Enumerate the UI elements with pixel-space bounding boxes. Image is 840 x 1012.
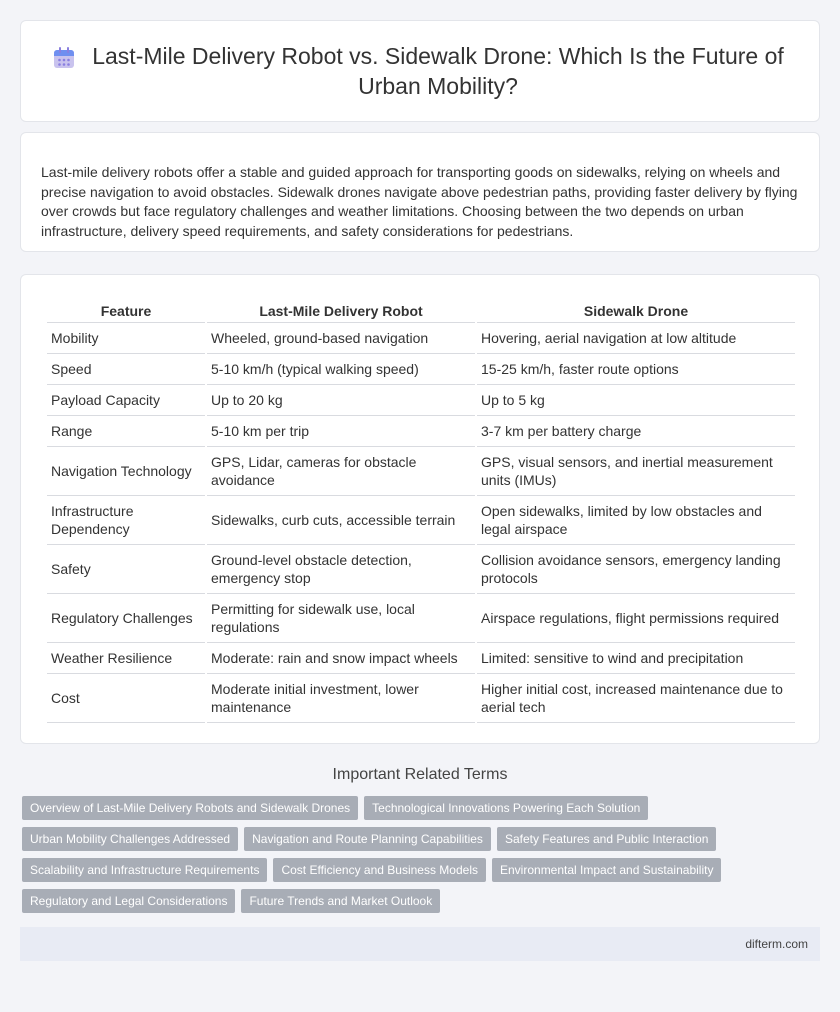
comparison-card bbox=[20, 274, 820, 744]
table-row bbox=[47, 385, 795, 416]
feature-cell: Cost bbox=[47, 674, 205, 723]
table-header-row bbox=[47, 297, 795, 323]
related-tag[interactable]: Future Trends and Market Outlook bbox=[241, 889, 440, 913]
robot-cell: GPS, Lidar, cameras for obstacle avoidance bbox=[207, 447, 475, 496]
related-tag[interactable]: Cost Efficiency and Business Models bbox=[273, 858, 486, 882]
robot-cell: 5-10 km/h (typical walking speed) bbox=[207, 354, 475, 385]
table-row bbox=[47, 447, 795, 496]
drone-cell: 3-7 km per battery charge bbox=[477, 416, 795, 447]
robot-cell: Up to 20 kg bbox=[207, 385, 475, 416]
page-header bbox=[20, 20, 820, 122]
related-terms-title: Important Related Terms bbox=[332, 766, 508, 783]
table-row bbox=[47, 674, 795, 723]
drone-cell: Up to 5 kg bbox=[477, 385, 795, 416]
robot-cell: Permitting for sidewalk use, local regulations bbox=[207, 594, 475, 643]
intro-text: Last-mile delivery robots offer a stable and guided approach for transporting goods on sidewalks, relying on wheels and precise navigation to avoid obstacles. Sidewalk drones navigate above pedestrian paths, providing faster delivery by flying over crowds but face regulatory challenges and weather limitations. Choosing between the two depends on urban infrastructure, delivery speed requirements, and safety considerations for pedestrians. bbox=[41, 164, 798, 239]
table-row bbox=[47, 643, 795, 674]
table-row bbox=[47, 594, 795, 643]
related-tag[interactable]: Technological Innovations Powering Each Solution bbox=[364, 796, 648, 820]
related-terms-section bbox=[0, 766, 840, 913]
feature-cell: Safety bbox=[47, 545, 205, 594]
comparison-table bbox=[45, 297, 797, 723]
drone-cell: Hovering, aerial navigation at low altitude bbox=[477, 323, 795, 354]
feature-cell: Regulatory Challenges bbox=[47, 594, 205, 643]
header-cell: Feature bbox=[47, 297, 205, 323]
drone-cell: Collision avoidance sensors, emergency landing protocols bbox=[477, 545, 795, 594]
drone-cell: Airspace regulations, flight permissions required bbox=[477, 594, 795, 643]
footer-site-link[interactable]: difterm.com bbox=[745, 937, 808, 951]
header-cell: Last-Mile Delivery Robot bbox=[207, 297, 475, 323]
robot-cell: Ground-level obstacle detection, emergency stop bbox=[207, 545, 475, 594]
related-tag[interactable]: Safety Features and Public Interaction bbox=[497, 827, 716, 851]
related-tag[interactable]: Overview of Last-Mile Delivery Robots and Sidewalk Drones bbox=[22, 796, 358, 820]
robot-cell: Moderate: rain and snow impact wheels bbox=[207, 643, 475, 674]
feature-cell: Mobility bbox=[47, 323, 205, 354]
related-tag[interactable]: Environmental Impact and Sustainability bbox=[492, 858, 721, 882]
table-row bbox=[47, 323, 795, 354]
robot-cell: Sidewalks, curb cuts, accessible terrain bbox=[207, 496, 475, 545]
drone-cell: GPS, visual sensors, and inertial measurement units (IMUs) bbox=[477, 447, 795, 496]
related-tag[interactable]: Urban Mobility Challenges Addressed bbox=[22, 827, 238, 851]
related-tags bbox=[0, 796, 840, 913]
table-row bbox=[47, 354, 795, 385]
robot-cell: Moderate initial investment, lower maintenance bbox=[207, 674, 475, 723]
drone-cell: Limited: sensitive to wind and precipitation bbox=[477, 643, 795, 674]
page-footer bbox=[20, 927, 820, 961]
related-tag[interactable]: Navigation and Route Planning Capabilities bbox=[244, 827, 491, 851]
robot-cell: 5-10 km per trip bbox=[207, 416, 475, 447]
feature-cell: Range bbox=[47, 416, 205, 447]
table-row bbox=[47, 496, 795, 545]
related-tag[interactable]: Regulatory and Legal Considerations bbox=[22, 889, 235, 913]
table-row bbox=[47, 545, 795, 594]
feature-cell: Payload Capacity bbox=[47, 385, 205, 416]
feature-cell: Speed bbox=[47, 354, 205, 385]
drone-cell: 15-25 km/h, faster route options bbox=[477, 354, 795, 385]
page-title: Last-Mile Delivery Robot vs. Sidewalk Drone: Which Is the Future of Urban Mobility? bbox=[92, 43, 784, 99]
feature-cell: Weather Resilience bbox=[47, 643, 205, 674]
feature-cell: Navigation Technology bbox=[47, 447, 205, 496]
table-row bbox=[47, 416, 795, 447]
intro-card bbox=[20, 132, 820, 252]
drone-cell: Higher initial cost, increased maintenance due to aerial tech bbox=[477, 674, 795, 723]
header-cell: Sidewalk Drone bbox=[477, 297, 795, 323]
drone-cell: Open sidewalks, limited by low obstacles and legal airspace bbox=[477, 496, 795, 545]
robot-cell: Wheeled, ground-based navigation bbox=[207, 323, 475, 354]
feature-cell: Infrastructure Dependency bbox=[47, 496, 205, 545]
related-tag[interactable]: Scalability and Infrastructure Requirements bbox=[22, 858, 267, 882]
calendar-icon bbox=[51, 45, 77, 71]
